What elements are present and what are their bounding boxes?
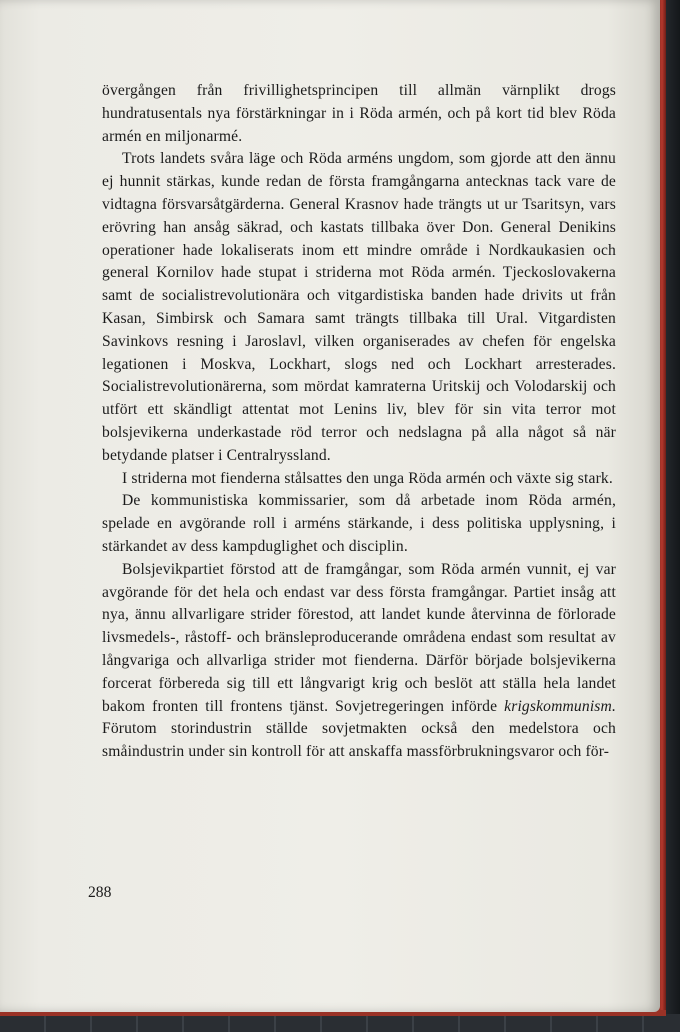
paragraph-5-part-1: Bolsjevikpartiet förstod att de framgångar, som Röda armén vunnit, ej var avgörande för det hela och endast var dess första framgångar. Partiet insåg att nya, ännu allvarligare strider förestod, att landet kunde återvinna de förlorade livsmedels-, råstoff- och bränsleproducerande områdena endast som resultat av långvariga och allvarliga strider mot fienderna. Därför började bolsjevikerna forcerat förbereda sig till ett långvarigt krig och beslöt att ställa hela landet bakom fronten till frontens tjänst. Sovjetregeringen införde [102, 560, 616, 715]
page-number: 288 [88, 884, 112, 901]
paragraph-1: övergången från frivillighetsprincipen till allmän värnplikt drogs hundratusentals nya förstärkningar in i Röda armén, och på kort tid blev Röda armén en miljonarmé. [102, 82, 616, 145]
paragraph-5-part-2: Förutom storindustrin ställde sovjetmakten också den medelstora och småindustrin under sin kontroll för att anskaffa massförbrukningsvaror och för- [102, 720, 616, 761]
scanner-bed [0, 1014, 680, 1032]
paragraph-3: I striderna mot fienderna stålsattes den unga Röda armén och växte sig stark. [122, 469, 613, 487]
emphasized-term: krigskommunism. [504, 697, 616, 715]
paragraph-2: Trots landets svåra läge och Röda arméns ungdom, som gjorde att den ännu ej hunnit stärkas, kunde redan de första framgångarna antecknas tack vare de vidtagna försvarsåtgärderna. General Krasnov hade trängts ut ur Tsaritsyn, vars erövring han ansåg säkrad, och kastats tillbaka över Don. General Denikins operationer hade lokaliserats inom ett mindre område i Nordkaukasien och general Kornilov hade stupat i striderna mot Röda armén. Tjeckoslovakerna samt de socialistrevolutionära och vitgardistiska banden hade drivits ut från Kasan, Simbirsk och Samara samt trängts tillbaka till Ural. Vitgardisten Savinkovs resning i Jaroslavl, vilken organiserades av chefen för engelska legationen i Moskva, Lockhart, slogs ned och Lockhart arresterades. Socialistrevolutionärerna, som mördat kamraterna Uritskij och Volodarskij och utfört ett skändligt attentat mot Lenins liv, blev för sin vita terror mot bolsjevikerna underkastade röd terror och nedslagna på alla något så när betydande platser i Centralryssland. [102, 150, 616, 464]
paragraph-4: De kommunistiska kommissarier, som då arbetade inom Röda armén, spelade en avgörande roll i arméns stärkande, i dess politiska upplysning, i stärkandet av dess kampduglighet och disciplin. [102, 492, 616, 555]
paragraph-5 [102, 559, 616, 764]
body-text [102, 80, 616, 764]
